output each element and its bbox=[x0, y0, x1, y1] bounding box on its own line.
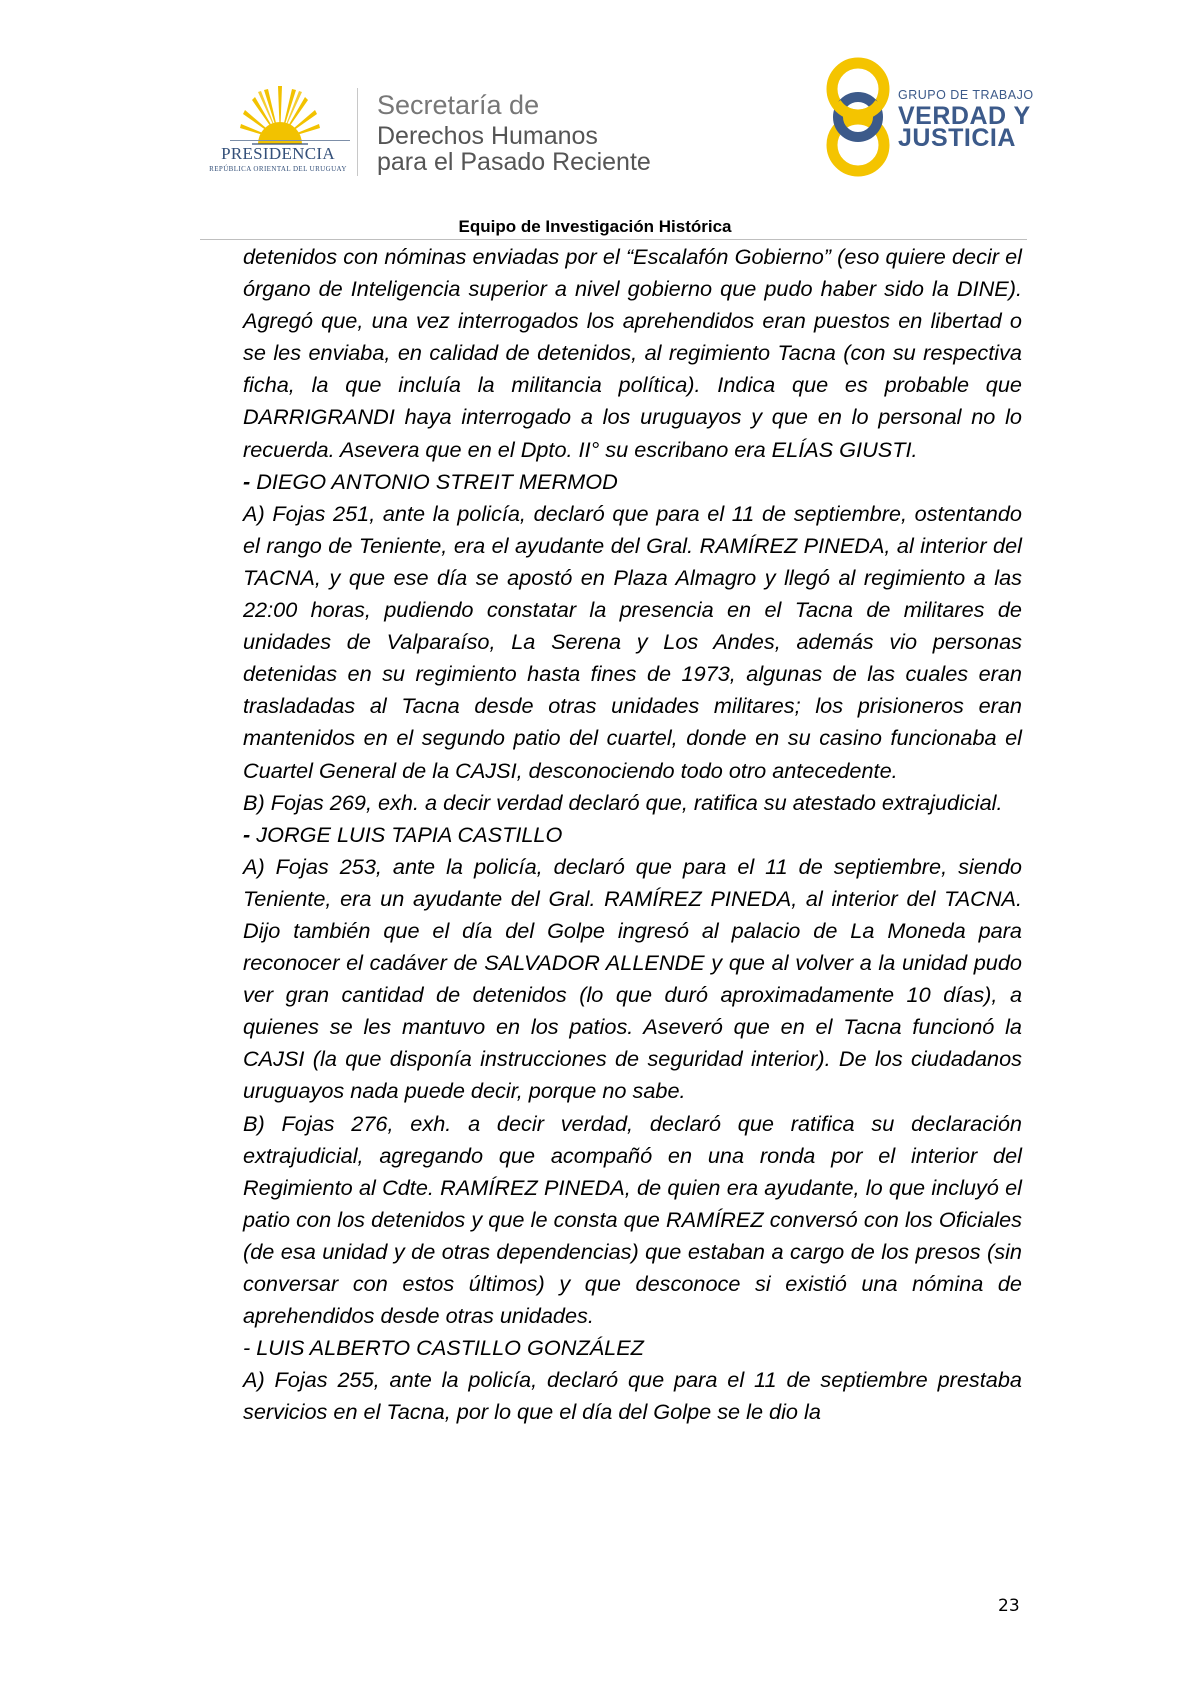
grupo-de-trabajo-label: GRUPO DE TRABAJO bbox=[898, 88, 1034, 102]
secretaria-line-1: Secretaría de bbox=[377, 90, 540, 120]
secretaria-line-3: para el Pasado Reciente bbox=[377, 148, 651, 176]
verdad-justicia-logo-icon bbox=[818, 55, 898, 180]
paragraph: detenidos con nóminas enviadas por el “Escalafón Gobierno” (eso quiere decir el órgano de Inteligencia superior a nivel gobierno que pudo haber sido la DINE). Agregó que, una vez interrogados los aprehendidos eran puestos en libertad o se les enviaba, en calidad de detenidos, al regimiento Tacna (con su respectiva ficha, la que incluía la militancia política). Indica que es probable que DARRIGRANDI haya interrogado a los uruguayos y que en lo personal no lo recuerda. Asevera que en el Dpto. II° su escribano era ELÍAS GIUSTI. bbox=[243, 244, 1022, 462]
document-body bbox=[243, 241, 1022, 1428]
paragraph: A) Fojas 251, ante la policía, declaró que para el 11 de septiembre, ostentando el rango de Teniente, era el ayudante del Gral. RAMÍREZ PINEDA, al interior del TACNA, y que ese día se apostó en Plaza Almagro y llegó al regimiento a las 22:00 horas, pudiendo constatar la presencia en el Tacna de militares de unidades de Valparaíso, La Serena y Los Andes, además vio personas detenidas en su regimiento hasta fines de 1973, algunas de las cuales eran trasladadas al Tacna desde otras unidades militares; los prisioneros eran mantenidos en el segundo patio del cuartel, donde en su casino funcionaba el Cuartel General de la CAJSI, desconociendo todo otro antecedente. bbox=[243, 500, 1022, 783]
paragraph: B) Fojas 276, exh. a decir verdad, declaró que ratifica su declaración extrajudicial, agregando que acompañó en una ronda por el interior del Regimiento al Cdte. RAMÍREZ PINEDA, de quien era ayudante, lo que incluyó el patio con los detenidos y que le consta que RAMÍREZ conversó con los Oficiales (de esa unidad y de otras dependencias) que estaban a cargo de los presos (sin conversar con estos últimos) y que desconoce si existió una nómina de aprehendidos desde otras unidades. bbox=[243, 1110, 1022, 1329]
heading-dash: - bbox=[243, 468, 257, 494]
document-header bbox=[0, 0, 1190, 240]
page-number: 23 bbox=[998, 1596, 1020, 1616]
presidencia-name: PRESIDENCIA bbox=[221, 144, 335, 163]
witness-heading bbox=[243, 819, 1022, 851]
witness-name: JORGE LUIS TAPIA CASTILLO bbox=[256, 821, 563, 847]
heading-dash: - bbox=[243, 821, 257, 847]
heading-dash: - bbox=[243, 1335, 257, 1361]
witness-name: LUIS ALBERTO CASTILLO GONZÁLEZ bbox=[256, 1335, 644, 1361]
witness-heading bbox=[243, 466, 1022, 498]
team-title: Equipo de Investigación Histórica bbox=[458, 217, 732, 236]
witness-heading bbox=[243, 1332, 1022, 1364]
presidencia-rule bbox=[230, 140, 350, 141]
paragraph: A) Fojas 255, ante la policía, declaró que para el 11 de septiembre prestaba servicios en el Tacna, por lo que el día del Golpe se le dio la bbox=[243, 1367, 1022, 1425]
sun-logo-icon bbox=[240, 82, 320, 152]
paragraph: B) Fojas 269, exh. a decir verdad declaró que, ratifica su atestado extrajudicial. bbox=[243, 789, 1003, 815]
presidencia-subtitle: REPÚBLICA ORIENTAL DEL URUGUAY bbox=[209, 165, 347, 173]
verdad-label: VERDAD Y bbox=[898, 102, 1031, 130]
paragraph: A) Fojas 253, ante la policía, declaró que para el 11 de septiembre, siendo Teniente, era un ayudante del Gral. RAMÍREZ PINEDA, al interior del TACNA. Dijo también que el día del Golpe ingresó al palacio de La Moneda para reconocer el cadáver de SALVADOR ALLENDE y que al volver a la unidad pudo ver gran cantidad de detenidos (lo que duró aproximadamente 10 días), a quienes se les mantuvo en los patios. Aseveró que en el Tacna funcionó la CAJSI (la que disponía instrucciones de seguridad interior). De los ciudadanos uruguayos nada puede decir, porque no sabe. bbox=[243, 853, 1022, 1104]
header-divider bbox=[357, 88, 358, 176]
header-rule bbox=[200, 239, 1027, 240]
witness-name: DIEGO ANTONIO STREIT MERMOD bbox=[256, 468, 618, 494]
justicia-label: JUSTICIA bbox=[898, 124, 1016, 152]
secretaria-line-2: Derechos Humanos bbox=[377, 122, 598, 150]
